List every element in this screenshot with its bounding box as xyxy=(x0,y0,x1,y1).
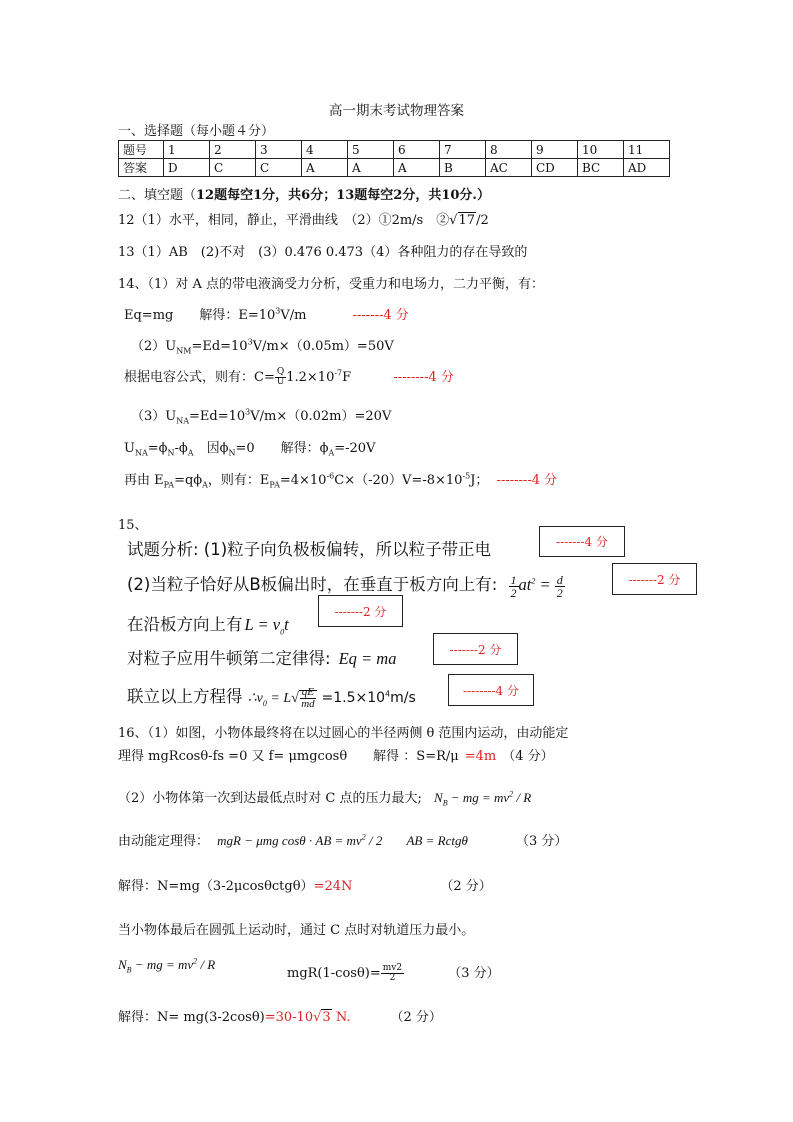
q16-line2: 理得 mgRcosθ-fs =0 又 f= μmgcosθ 解得 ：S=R/μ =4m （4 分） xyxy=(118,749,554,764)
table-cell: 10 xyxy=(578,141,624,159)
table-row xyxy=(119,141,670,159)
q16-line8: 解得：N= mg(3-2cosθ)=30-10√3 N. （2 分） xyxy=(118,1010,442,1025)
table-row xyxy=(119,159,670,177)
q15-line3: 在沿板方向上有 $L = v_0t$ xyxy=(127,615,289,637)
table-cell: C xyxy=(256,159,302,177)
q14-line6: 再由 $E_{PA}=q\phi_A$，则有：$E_{PA}=4\times 10^{-6}C\times(-20)V=-8\times 10^{-5}J$； --------4 分 xyxy=(124,471,558,490)
score-label: -------4 分 xyxy=(352,308,409,323)
table-cell: B xyxy=(440,159,486,177)
table-cell: AD xyxy=(624,159,670,177)
q15-line2: (2)当粒子恰好从B板偏出时，在垂直于板方向上有: $\frac{1}{2}$ $at^2$ = $\frac{d}{2}$ xyxy=(127,572,563,600)
section2-heading: 二、填空题（12题每空1分，共6分；13题每空2分，共10分.） xyxy=(118,188,490,203)
table-cell: 1 xyxy=(164,141,210,159)
q16-line7a: $N_B$ − mg = $mv^2$ / R xyxy=(118,957,216,975)
table-cell: 5 xyxy=(348,141,394,159)
q14-line1: Eq=mg 解得：$E=10^3V/m$ -------4 分 xyxy=(124,306,409,323)
q16-line6: 当小物体最后在圆弧上运动时，通过 C 点时对轨道压力最小。 xyxy=(118,923,475,938)
q12-answer: 12（1）水平，相同，静止，平滑曲线 （2）①2m/s ②√17/2 xyxy=(118,213,489,228)
q16-line7b: mgR(1-cosθ)= $\frac{mv2}{2}$ （3 分） xyxy=(287,963,500,983)
q16-line1: 16、（1）如图，小物体最终将在以过圆心的半径两侧 θ 范围内运动，由动能定 xyxy=(118,726,569,741)
table-cell: 8 xyxy=(486,141,532,159)
table-cell: 题号 xyxy=(119,141,164,159)
q14-line3: 根据电容公式，则有：C= $\frac{Q}{U}$ $1.2\times 10^{-7}F$ --------4 分 xyxy=(124,367,454,387)
q15-label: 15、 xyxy=(118,518,148,533)
score-box: --------4 分 xyxy=(448,674,534,706)
table-cell: 4 xyxy=(302,141,348,159)
q15-line4: 对粒子应用牛顿第二定律得: Eq = ma xyxy=(127,649,397,668)
score-box: -------2 分 xyxy=(433,633,518,665)
section1-heading: 一、选择题（每小题４分） xyxy=(118,124,275,139)
table-cell: 11 xyxy=(624,141,670,159)
table-cell: A xyxy=(348,159,394,177)
table-cell: 7 xyxy=(440,141,486,159)
table-cell: CD xyxy=(532,159,578,177)
q16-line4: 由动能定理得： mgR − μmg cosθ · AB = $mv^2 / 2$ AB = Rctgθ （3 分） xyxy=(118,832,568,849)
q14-line5: $U_{NA}=\phi_N-\phi_A$ 因$\phi_N=0$ 解得：$\phi_A=-20V$ xyxy=(124,441,376,458)
table-cell: A xyxy=(394,159,440,177)
q16-line5: 解得：N=mg（3-2μcosθctgθ）=24N （2 分） xyxy=(118,879,492,894)
table-cell: 9 xyxy=(532,141,578,159)
table-cell: BC xyxy=(578,159,624,177)
q14-intro: 14、（1）对 A 点的带电液滴受力分析，受重力和电场力，二力平衡，有： xyxy=(118,277,544,292)
score-box: -------4 分 xyxy=(539,526,625,557)
score-box: -------2 分 xyxy=(318,595,403,627)
table-cell: 答案 xyxy=(119,159,164,177)
q13-answer: 13（1）AB (2)不对 (3）0.476 0.473（4）各种阻力的存在导致的 xyxy=(118,245,528,260)
q15-line5: 联立以上方程得 $\therefore v_0 = L√$ $\frac{qE}{md}$ $=1.5\times 10^4m/s$ xyxy=(127,686,416,711)
page-title: 高一期末考试物理答案 xyxy=(329,103,464,119)
table-cell: C xyxy=(210,159,256,177)
table-cell: 2 xyxy=(210,141,256,159)
table-cell: D xyxy=(164,159,210,177)
score-label: --------4 分 xyxy=(393,370,454,385)
q15-line1: 试题分析: (1)粒子向负极板偏转，所以粒子带正电 xyxy=(127,540,492,559)
answer-table xyxy=(118,140,670,177)
table-cell: AC xyxy=(486,159,532,177)
q14-line4: $(3)U_{NA}=Ed=10^3V/m\times(0.02m)=20V$ xyxy=(131,407,392,426)
table-cell: 3 xyxy=(256,141,302,159)
capacitance-fraction: $\frac{Q}{U}$ xyxy=(276,367,285,387)
q16-line3: （2）小物体第一次到达最低点时对 C 点的压力最大; $N_B$ − mg = $mv^2$ / R xyxy=(118,789,532,808)
score-label: --------4 分 xyxy=(496,473,558,488)
score-box: -------2 分 xyxy=(612,563,697,595)
table-cell: 6 xyxy=(394,141,440,159)
q14-line2: $(2)U_{NM}=Ed=10^3V/m\times(0.05m)=50V$ xyxy=(131,337,394,356)
table-cell: A xyxy=(302,159,348,177)
